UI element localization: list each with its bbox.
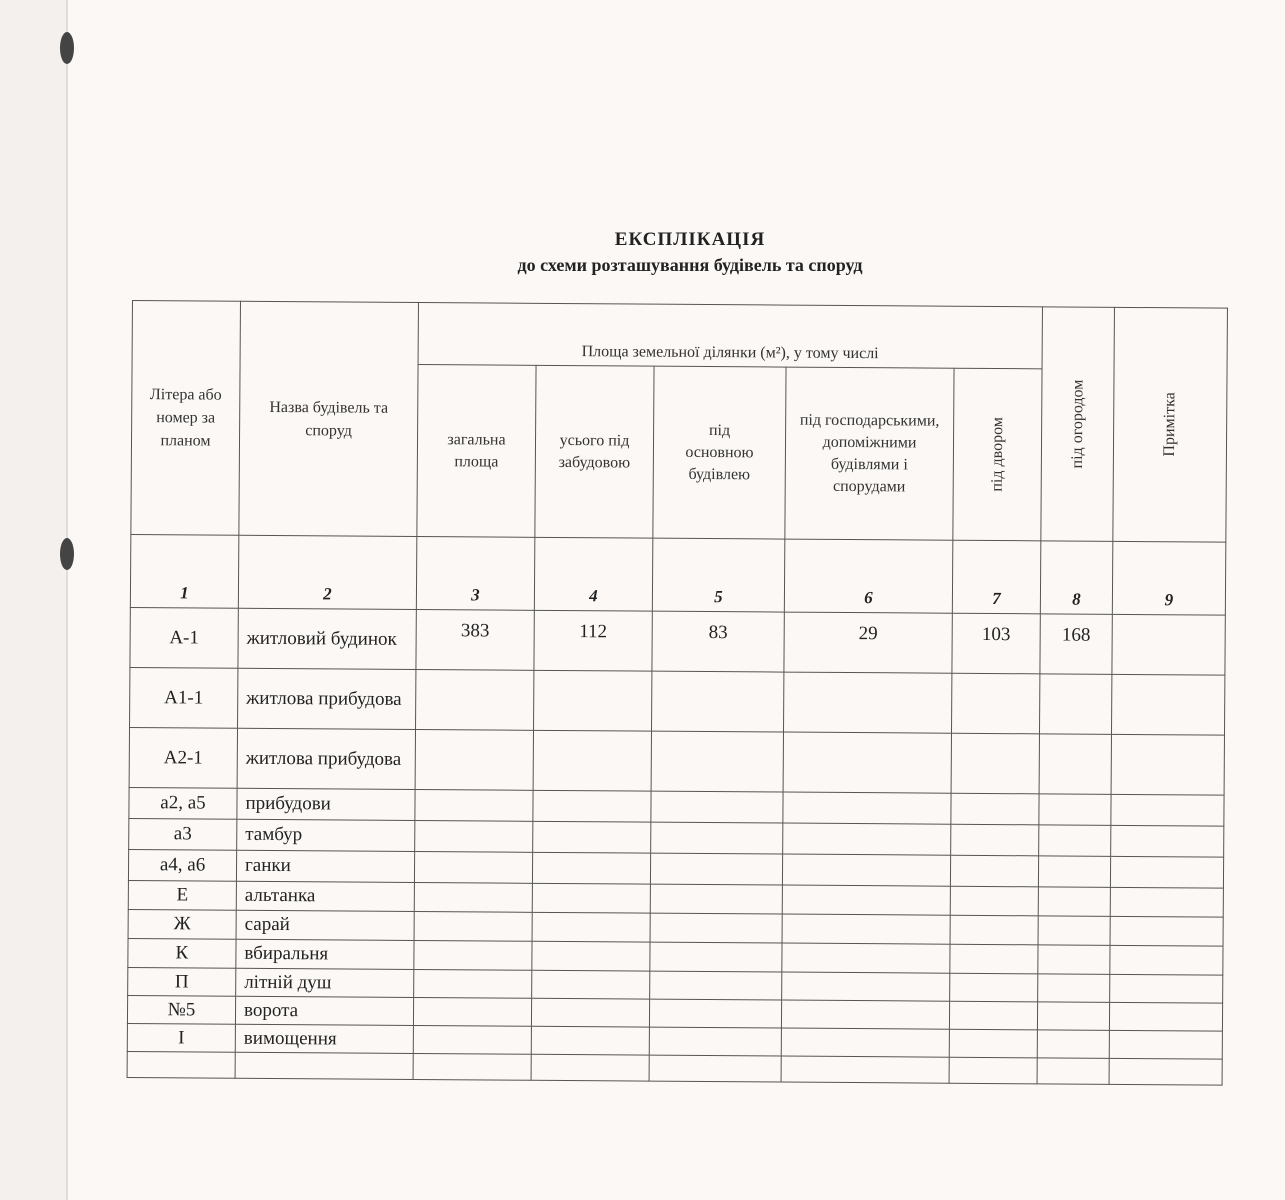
- row-value-main: [650, 942, 782, 972]
- column-number-row: [130, 534, 1225, 615]
- row-value-built: [531, 1054, 649, 1081]
- row-value-yard: [950, 915, 1038, 945]
- document-title: ЕКСПЛІКАЦІЯ: [614, 229, 766, 250]
- row-letter: А2-1: [129, 727, 237, 788]
- row-building-name: ворота: [235, 996, 413, 1025]
- row-value-total: [415, 729, 533, 790]
- column-number: 7: [952, 540, 1041, 614]
- column-number: 9: [1112, 541, 1226, 615]
- row-letter: А1-1: [130, 667, 238, 728]
- row-building-name: сарай: [236, 910, 414, 940]
- table-row: [130, 607, 1225, 675]
- row-value-total: [415, 789, 533, 821]
- row-value-yard: [949, 1029, 1037, 1058]
- row-value-yard: [950, 886, 1038, 916]
- row-building-name: тамбур: [237, 819, 415, 851]
- punch-hole: [60, 538, 74, 570]
- row-building-name: альтанка: [236, 881, 414, 911]
- column-number: 6: [784, 539, 953, 613]
- header-aux-buildings-text: під господарськими, допоміжними будівлями і спорудами: [799, 411, 940, 495]
- row-value-garden: [1039, 825, 1111, 857]
- row-value-note: [1110, 974, 1223, 1003]
- header-built-area-text: усього під забудовою: [558, 431, 631, 471]
- row-value-garden: 168: [1040, 614, 1112, 675]
- header-area-group: Площа земельної ділянки (м²), у тому числі: [418, 303, 1042, 369]
- row-value-total: [416, 669, 534, 730]
- row-value-yard: [949, 1057, 1037, 1084]
- column-number: 5: [652, 538, 785, 612]
- row-value-note: [1110, 916, 1223, 946]
- row-letter: №5: [127, 995, 235, 1024]
- explication-table: [127, 300, 1228, 1086]
- row-value-built: [533, 790, 651, 822]
- row-value-yard: [951, 793, 1039, 825]
- row-value-main: [649, 1027, 781, 1056]
- row-letter: а3: [129, 818, 237, 850]
- row-value-garden: [1039, 734, 1111, 795]
- row-building-name: ганки: [236, 850, 414, 882]
- row-value-yard: [949, 1001, 1037, 1030]
- row-value-main: [651, 822, 783, 854]
- row-value-total: [413, 997, 531, 1026]
- row-value-aux: [782, 885, 950, 915]
- row-building-name: [235, 1052, 413, 1079]
- row-value-garden: [1039, 674, 1111, 735]
- row-value-aux: [782, 972, 950, 1001]
- row-value-yard: [950, 855, 1038, 887]
- header-garden-text: під огородом: [1068, 379, 1086, 469]
- row-value-yard: [950, 944, 1038, 974]
- table-row: [129, 727, 1224, 795]
- row-value-total: [414, 969, 532, 998]
- row-value-built: [532, 970, 650, 999]
- row-letter: К: [128, 938, 236, 968]
- document-subtitle: до схеми розташування будівель та споруд: [517, 255, 863, 275]
- row-value-main: [651, 791, 783, 823]
- row-letter: А-1: [130, 607, 238, 668]
- row-value-total: [413, 1025, 531, 1054]
- row-value-yard: [951, 824, 1039, 856]
- row-value-built: [533, 821, 651, 853]
- header-name-text: Назва будівель та споруд: [269, 398, 389, 440]
- row-value-aux: [782, 854, 950, 886]
- header-note: [1113, 307, 1228, 542]
- row-value-built: 112: [534, 610, 652, 671]
- row-value-built: [532, 852, 650, 884]
- row-value-main: [650, 913, 782, 943]
- document-title-block: [400, 228, 980, 278]
- row-value-garden: [1038, 856, 1110, 888]
- row-value-built: [532, 883, 650, 913]
- row-value-built: [532, 941, 650, 971]
- row-value-garden: [1037, 1058, 1109, 1085]
- row-value-garden: [1038, 916, 1110, 946]
- row-value-main: 83: [652, 611, 784, 672]
- header-letter-text: Літера або номер за планом: [149, 386, 222, 450]
- row-value-note: [1112, 614, 1225, 675]
- header-main-building: [653, 366, 786, 539]
- row-letter: Е: [128, 880, 236, 910]
- row-value-main: [649, 1055, 781, 1082]
- row-value-yard: [951, 733, 1039, 794]
- row-value-note: [1109, 1030, 1222, 1059]
- row-value-yard: [951, 673, 1039, 734]
- column-number: 3: [416, 536, 535, 610]
- row-value-total: [414, 882, 532, 912]
- row-value-built: [533, 730, 651, 791]
- row-value-aux: [781, 1056, 949, 1083]
- row-value-total: [413, 1053, 531, 1080]
- header-built-area: [535, 365, 654, 538]
- row-letter: а2, а5: [129, 787, 237, 819]
- row-value-aux: [782, 914, 950, 944]
- row-value-note: [1110, 887, 1223, 917]
- column-number: 2: [238, 535, 417, 609]
- row-building-name: житловий будинок: [238, 608, 416, 669]
- row-value-built: [534, 670, 652, 731]
- row-value-note: [1111, 825, 1224, 857]
- header-aux-buildings: [785, 367, 954, 540]
- row-value-aux: [783, 732, 951, 793]
- row-letter: П: [128, 967, 236, 996]
- row-value-garden: [1037, 1002, 1109, 1031]
- binding-margin: [0, 0, 68, 1200]
- table-row: [130, 667, 1225, 735]
- row-value-total: 383: [416, 609, 534, 670]
- header-name: [239, 301, 419, 536]
- header-main-building-text: під основною будівлею: [685, 421, 754, 483]
- row-value-main: [651, 731, 783, 792]
- row-value-total: [414, 851, 532, 883]
- row-value-aux: [781, 1028, 949, 1057]
- row-value-total: [415, 820, 533, 852]
- row-value-yard: 103: [952, 613, 1040, 674]
- row-letter: [127, 1051, 235, 1078]
- row-letter: Ж: [128, 909, 236, 939]
- row-letter: І: [127, 1023, 235, 1052]
- row-value-aux: 29: [784, 612, 952, 673]
- row-building-name: житлова прибудова: [237, 728, 415, 789]
- row-value-note: [1109, 1058, 1222, 1085]
- row-value-note: [1111, 674, 1224, 735]
- row-value-garden: [1039, 794, 1111, 826]
- row-value-main: [650, 971, 782, 1000]
- row-value-note: [1110, 856, 1223, 888]
- row-value-garden: [1038, 974, 1110, 1003]
- row-value-built: [532, 912, 650, 942]
- row-value-aux: [781, 1000, 949, 1029]
- row-value-garden: [1038, 887, 1110, 917]
- column-number: 1: [130, 534, 239, 608]
- row-building-name: літній душ: [236, 968, 414, 997]
- row-value-aux: [783, 792, 951, 824]
- row-value-built: [531, 998, 649, 1027]
- row-value-aux: [783, 672, 951, 733]
- row-value-aux: [782, 943, 950, 973]
- row-value-main: [652, 671, 784, 732]
- row-value-main: [649, 999, 781, 1028]
- row-value-garden: [1037, 1030, 1109, 1059]
- row-value-built: [531, 1026, 649, 1055]
- header-yard: [953, 368, 1042, 541]
- row-value-aux: [783, 823, 951, 855]
- row-value-note: [1111, 734, 1224, 795]
- row-building-name: вбиральня: [236, 939, 414, 969]
- header-total-area: [417, 364, 536, 537]
- explication-table-wrapper: [127, 300, 1228, 1086]
- row-value-main: [650, 853, 782, 885]
- header-letter: [131, 301, 241, 536]
- row-building-name: житлова прибудова: [238, 668, 416, 729]
- header-note-text: Примітка: [1160, 392, 1179, 457]
- header-total-area-text: загальна площа: [447, 430, 506, 471]
- row-value-yard: [950, 973, 1038, 1002]
- row-letter: а4, а6: [128, 849, 236, 881]
- row-value-note: [1110, 945, 1223, 975]
- row-value-note: [1109, 1002, 1222, 1031]
- header-garden: [1041, 307, 1115, 541]
- row-value-note: [1111, 794, 1224, 826]
- row-value-total: [414, 940, 532, 970]
- column-number: 4: [534, 537, 653, 611]
- row-building-name: вимощення: [235, 1024, 413, 1053]
- column-number: 8: [1040, 541, 1113, 615]
- row-value-main: [650, 884, 782, 914]
- row-value-garden: [1038, 945, 1110, 975]
- row-value-total: [414, 911, 532, 941]
- row-building-name: прибудови: [237, 788, 415, 820]
- punch-hole: [60, 32, 74, 64]
- header-yard-text: під двором: [988, 417, 1006, 492]
